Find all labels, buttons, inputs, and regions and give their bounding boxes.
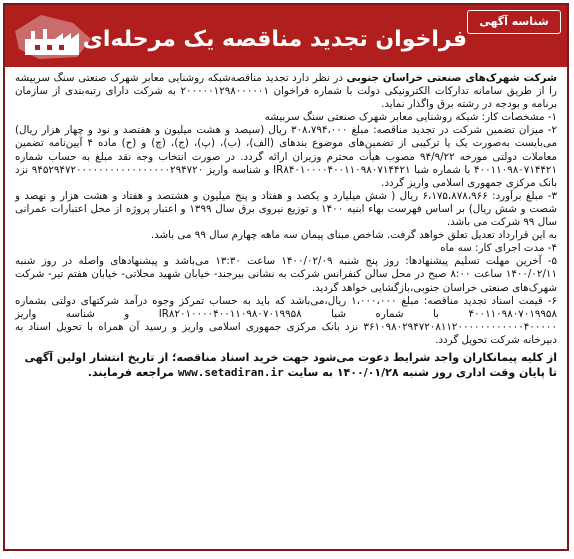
setad-website-link[interactable]: www.setadiran.ir xyxy=(177,365,284,379)
notice-footer xyxy=(15,350,557,380)
notice-header xyxy=(5,5,567,67)
footer-line-2-end: مراجعه فرمایند. xyxy=(87,365,174,379)
item-document-price: ۶- قیمت اسناد تجدید مناقصه: مبلغ ۱،۰۰۰،۰۰۰ ریال،می‌باشد که باید به حساب تمرکز وجوه درآمد شرکتهای دولتی بشماره ۴۰۰۱۱۰۹۸۰۷۰۱۹۹۵۸ با شماره شبا IR۸۲۰۱۰۰۰۰۴۰۰۱۱۰۹۸۰۷۰۱۹۹۵۸ و شناسه واریز ۳۶۱۰۹۸۰۲۹۴۷۲۰۸۱۱۲۰۰۰۰۰۰۰۰۰۰۰۰۴۰۰۰۰۰ نزد بانک مرکزی جمهوری اسلامی واریز و رسید آن همراه با تحویل اسناد به دبیرخانه شرکت تحویل گردد. xyxy=(15,294,557,346)
notice-body xyxy=(5,67,567,380)
ad-id-badge: شناسه آگهی xyxy=(467,10,561,34)
item-work-spec: ۱- مشخصات کار: شبکه روشنایی معابر شهرک صنعتی سنگ سربیشه xyxy=(264,111,557,124)
intro-paragraph xyxy=(15,72,557,111)
footer-line-2-start: تا پایان وقت اداری روز شنبه ۱۴۰۰/۰۱/۲۸ به سایت xyxy=(287,365,557,379)
tender-notice xyxy=(3,3,569,551)
organization-name: شرکت شهرک‌های صنعتی خراسان جنوبی xyxy=(346,72,557,84)
footer-line-1: از کلیه پیمانکاران واجد شرایط دعوت می‌شود جهت خرید اسناد مناقصه؛ از تاریخ انتشار اولین آگهی xyxy=(24,350,557,364)
item-deadline: ۵- آخرین مهلت تسلیم پیشنهادها: روز پنج شنبه ۱۴۰۰/۰۲/۰۹ ساعت ۱۳:۳۰ می‌باشد و پیشنهادهای واصله در روز شنبه ۱۴۰۰/۰۲/۱۱ ساعت ۸:۰۰ صبح در محل سالن کنفرانس شرکت به نشانی بیرجند- خیابان شهید محلاتی- خیابان هفتم تیر- شرکت شهرک‌های صنعتی خراسان جنوبی،بازگشایی خواهد گردید. xyxy=(15,255,557,294)
footer-line-2 xyxy=(15,365,557,380)
industrial-estates-logo-icon xyxy=(11,9,97,63)
item-duration: ۴- مدت اجرای کار: سه ماه xyxy=(440,242,557,255)
intro-text: در نظر دارد تجدید مناقصه‌شبکه روشنایی معابر شهرک صنعتی سنگ سربیشه را از طریق سامانه تدارکات الکترونیکی دولت با شماره فراخوان ۲۰۰۰۰۰۱۲۹۸۰۰۰۰۰۱ به شرکت دارای رتبه‌بندی از سازمان برنامه و بودجه در رشته برق واگذار نماید. xyxy=(15,72,558,111)
item-adjustment: به این قرارداد تعدیل تعلق خواهد گرفت. شاخص مبنای پیمان سه ماهه چهارم سال ۹۹ می باشد. xyxy=(150,229,557,242)
item-guarantee: ۲- میزان تضمین شرکت در تجدید مناقصه: مبلغ ۳۰۸،۷۹۴،۰۰۰ ریال (سیصد و هشت میلیون و هفتصد و نود و چهار هزار ریال) می‌بایست به‌صورت یک یا ترکیبی از تضمین‌های موضوع بندهای (الف)، (ب)، (پ)، (ج)، (چ) و (ح) ماده ۴ آیین‌نامه تضمین معاملات دولتی مورخه ۹۴/۹/۲۲ مصوب هیأت محترم وزیران ارائه گردد. در صورت انتخاب وجه نقد مبلغ به حساب شماره ۴۰۰۱۱۰۹۸۰۷۱۴۴۲۱ با شماره شبا IR۸۴۰۱۰۰۰۰۴۰۰۱۱۰۹۸۰۷۱۴۴۲۱ و شناسه واریز ۹۴۵۲۹۴۷۲۰۰۰۰۰۰۰۰۰۰۰۰۰۰۰۰۰۲۹۴۷۲۰ نزد بانک مرکزی جمهوری اسلامی واریز گردد. xyxy=(15,124,558,189)
item-estimate: ۳- مبلغ برآورد: ۶،۱۷۵،۸۷۸،۹۶۶ ریال ( شش میلیارد و یکصد و هفتاد و پنج میلیون و هشتصد و هفتاد و هشت هزار و نهصد و شصت و شش ریال) بر اساس فهرست بهاء ابنیه ۱۴۰۰ و توزیع نیروی برق سال ۱۳۹۹ و اعتبار پروژه از محل اعتبارات عمرانی سال ۹۹ شرکت می باشد. xyxy=(15,189,557,229)
notice-title: فراخوان تجدید مناقصه یک مرحله‌ای xyxy=(82,27,467,52)
